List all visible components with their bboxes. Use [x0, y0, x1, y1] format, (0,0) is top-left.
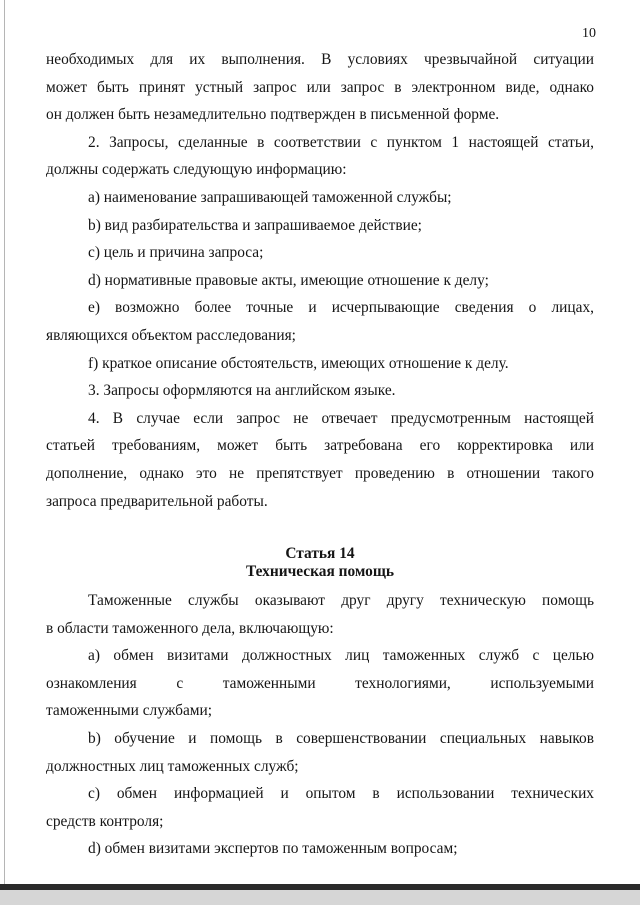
- article-14-body: [46, 587, 594, 863]
- text-line: дополнение, однако это не препятствует проведению в отношении такого: [46, 464, 594, 482]
- list-item-a: a) наименование запрашивающей таможенной службы;: [88, 188, 452, 206]
- list-item-a: a) обмен визитами должностных лиц таможенных служб с целью: [88, 647, 594, 665]
- list-item-c: c) обмен информацией и опытом в использовании технических: [88, 785, 594, 803]
- text-line: должны содержать следующую информацию:: [46, 161, 347, 179]
- article-title: Техническая помощь: [245, 563, 395, 580]
- page-number: 10: [582, 26, 596, 41]
- list-item-d: d) обмен визитами экспертов по таможенным вопросам;: [88, 840, 458, 858]
- text-line: 2. Запросы, сделанные в соответствии с пунктом 1 настоящей статьи,: [88, 133, 594, 151]
- text-line: необходимых для их выполнения. В условиях чрезвычайной ситуации: [46, 51, 594, 68]
- list-item-c: c) цель и причина запроса;: [88, 244, 264, 262]
- list-item-f: f) краткое описание обстоятельств, имеющих отношение к делу.: [88, 354, 509, 372]
- article-number: Статья 14: [285, 545, 355, 562]
- paragraph-3: 3. Запросы оформляются на английском языке.: [88, 382, 396, 400]
- list-item-b: b) обучение и помощь в совершенствовании специальных навыков: [88, 729, 594, 747]
- list-item-d: d) нормативные правовые акты, имеющие отношение к делу;: [88, 271, 489, 289]
- text-line: средств контроля;: [46, 812, 164, 830]
- list-item-b: b) вид разбирательства и запрашиваемое действие;: [88, 216, 422, 234]
- scan-edge-line: [4, 0, 5, 884]
- text-line: в области таможенного дела, включающую:: [46, 619, 334, 637]
- article-13-continuation: [46, 46, 594, 515]
- text-line: являющихся объектом расследования;: [46, 326, 296, 344]
- text-line: может быть принят устный запрос или запрос в электронном виде, однако: [46, 78, 594, 96]
- scan-bottom-shadow: [0, 890, 640, 905]
- text-line: статьей требованиям, может быть затребована его корректировка или: [46, 437, 594, 455]
- paragraph-4: 4. В случае если запрос не отвечает предусмотренным настоящей: [88, 409, 594, 427]
- text-line: Таможенные службы оказывают друг другу техническую помощь: [88, 592, 594, 609]
- text-line: таможенными службами;: [46, 702, 213, 720]
- text-line: ознакомления с таможенными технологиями, используемыми: [46, 674, 594, 692]
- list-item-e: e) возможно более точные и исчерпывающие сведения о лицах,: [88, 299, 594, 317]
- text-line: он должен быть незамедлительно подтвержден в письменной форме.: [46, 106, 500, 124]
- text-line: должностных лиц таможенных служб;: [46, 757, 299, 775]
- article-14-heading: [46, 545, 594, 581]
- text-line: запроса предварительной работы.: [46, 492, 268, 510]
